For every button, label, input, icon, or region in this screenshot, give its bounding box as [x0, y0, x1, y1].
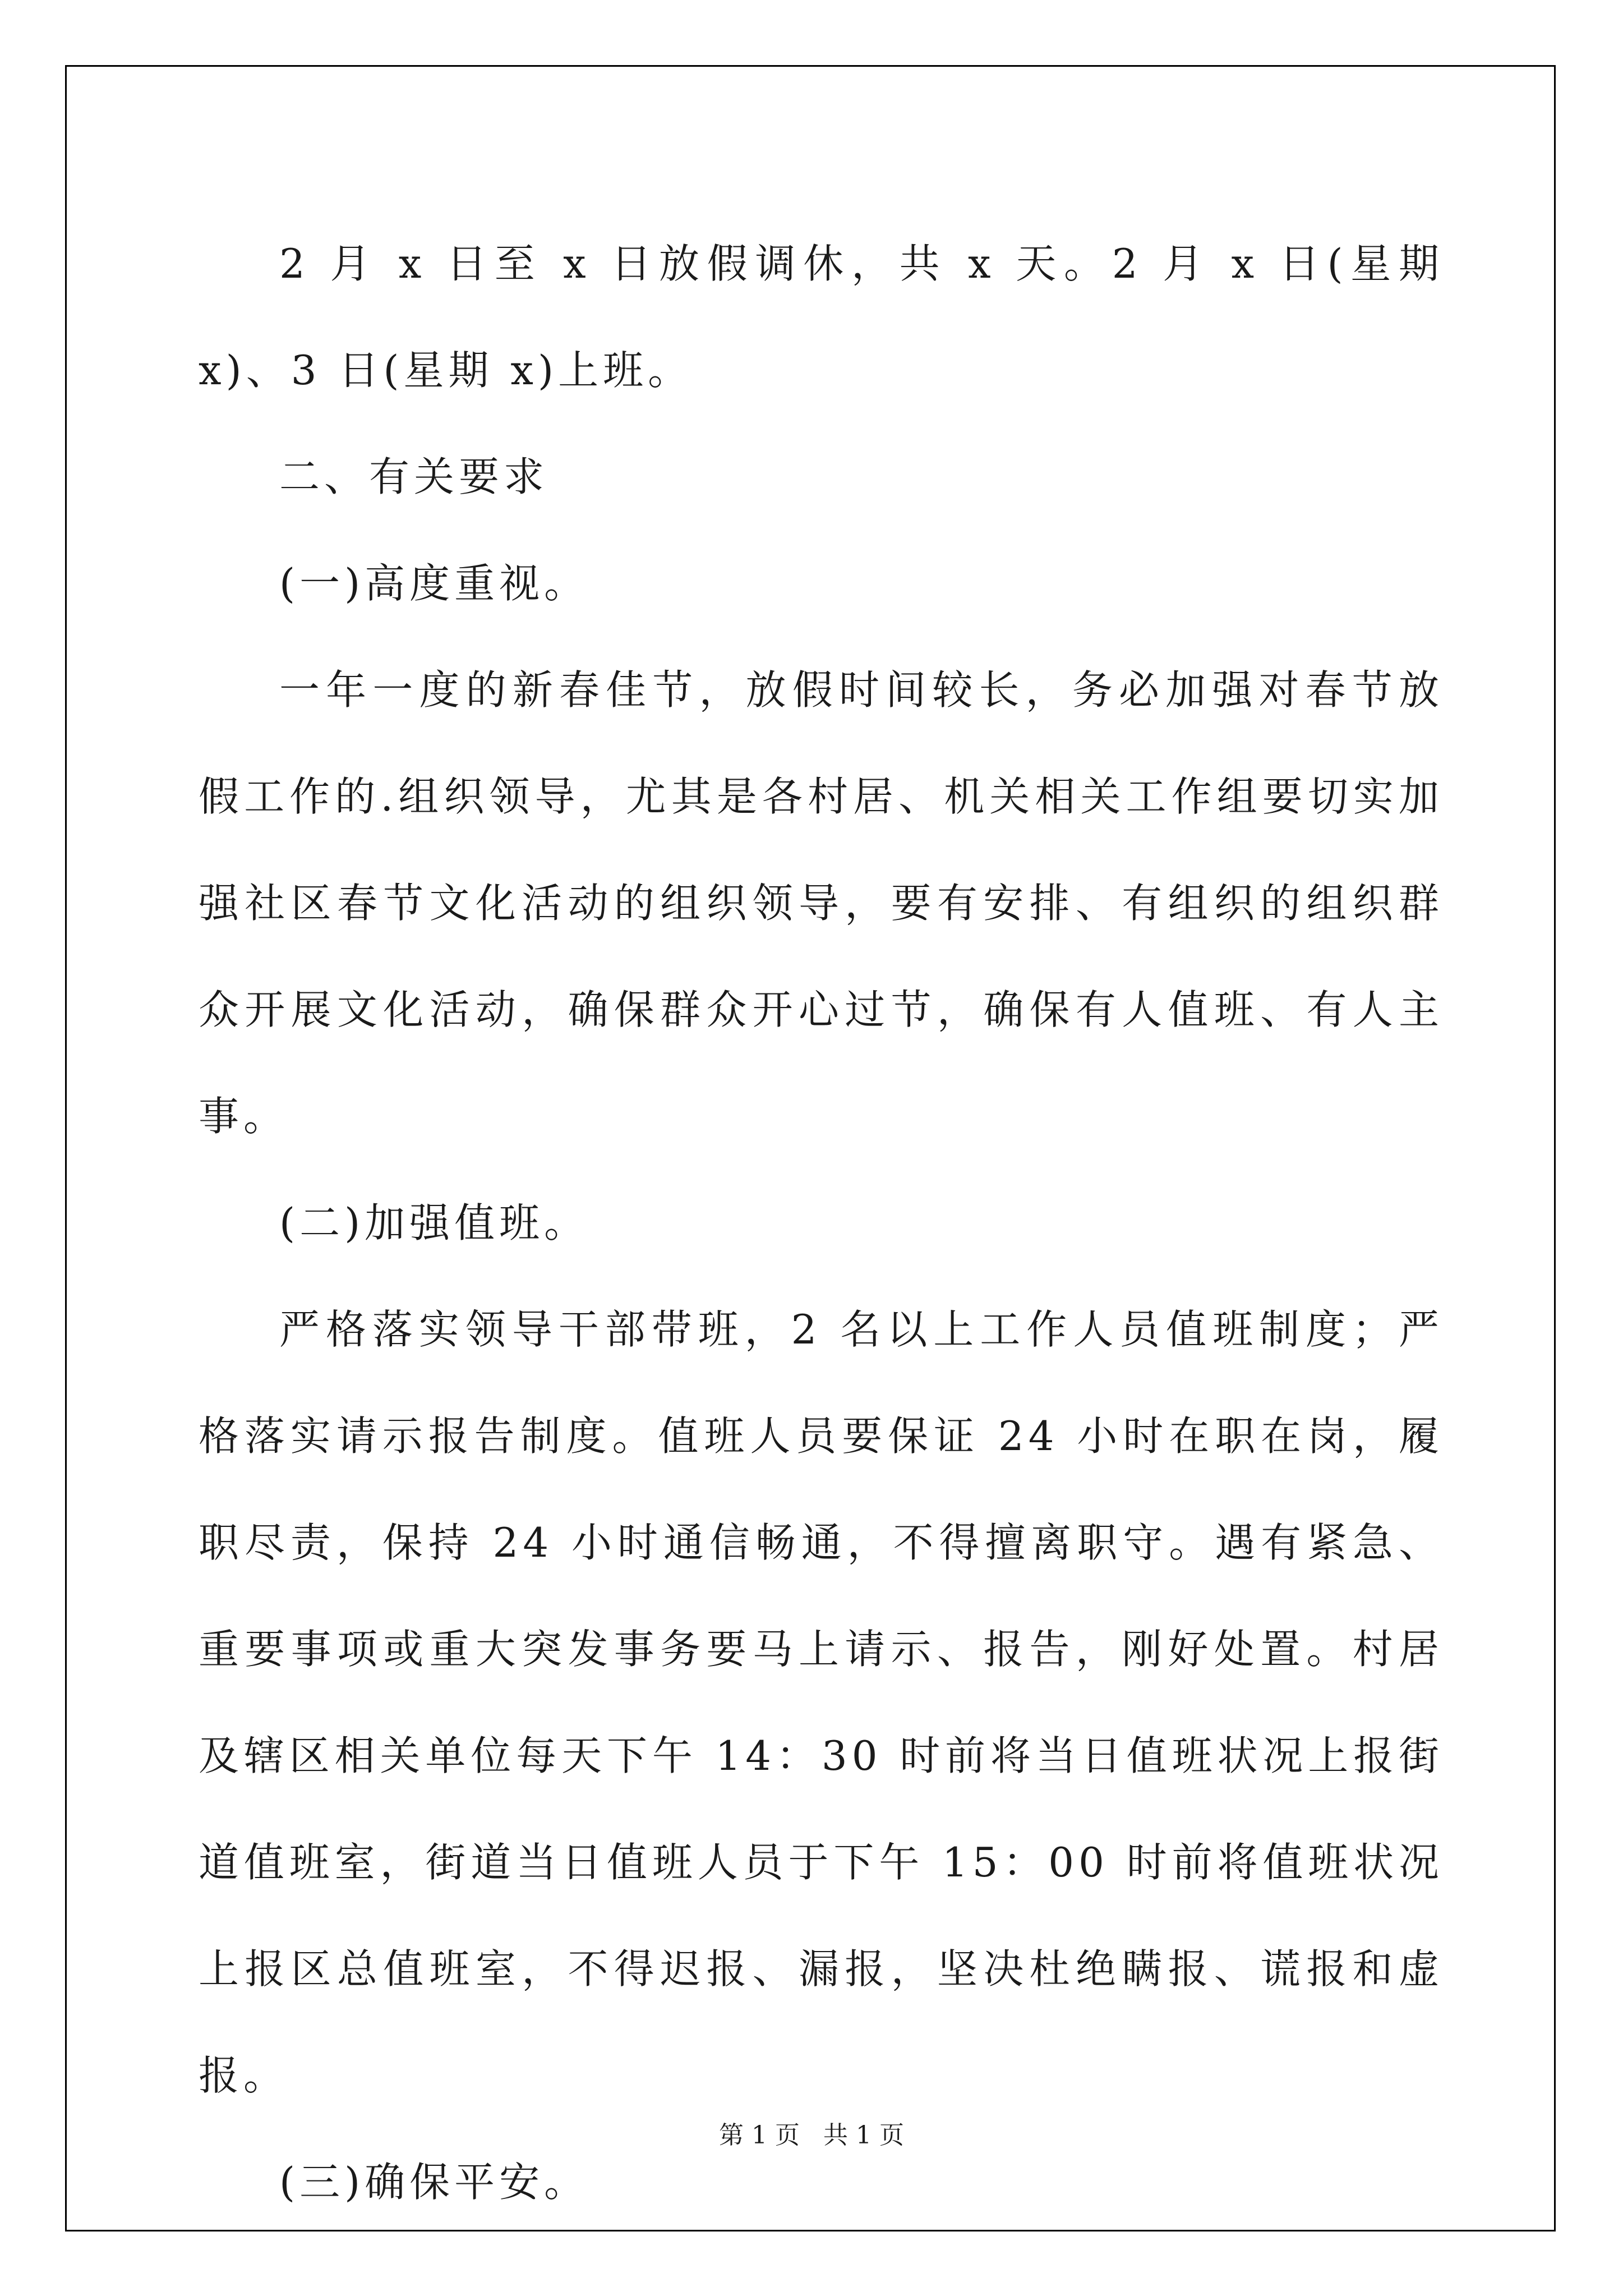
section-heading-requirements: 二、有关要求	[279, 453, 549, 500]
subheading-strengthen-duty: (二)加强值班。	[279, 1199, 589, 1246]
page-number-footer: 第 1 页 共 1 页	[719, 2121, 904, 2150]
paragraph-duty-system: 严格落实领导干部带班，2 名以上工作人员值班制度；严格落实请示报告制度。值班人员要保证 24 小时在职在岗，履职尽责，保持 24 小时通信畅通，不得擅离职守。遇有紧急、重要事项或重大突发事务要马上请示、报告，刚好处置。村居及辖区相关单位每天下午 14：30 时前将当日值班状况上报街道值班室，街道当日值班人员于下午 15：00 时前将值班状况上报区总值班室，不得迟报、漏报，坚决杜绝瞒报、谎报和虚报。	[199, 1306, 1444, 2099]
paragraph-organization-leadership: 一年一度的新春佳节，放假时间较长，务必加强对春节放假工作的.组织领导，尤其是各村居、机关相关工作组要切实加强社区春节文化活动的组织领导，要有安排、有组织的组织群众开展文化活动，确保群众开心过节，确保有人值班、有人主事。	[199, 666, 1444, 1140]
document-body	[199, 210, 1444, 2235]
paragraph-holiday-schedule: 2 月 x 日至 x 日放假调休，共 x 天。2 月 x 日(星期 x)、3 日(星期 x)上班。	[199, 240, 1444, 394]
subheading-ensure-safety: (三)确保平安。	[279, 2159, 589, 2206]
subheading-high-attention: (一)高度重视。	[279, 560, 589, 607]
